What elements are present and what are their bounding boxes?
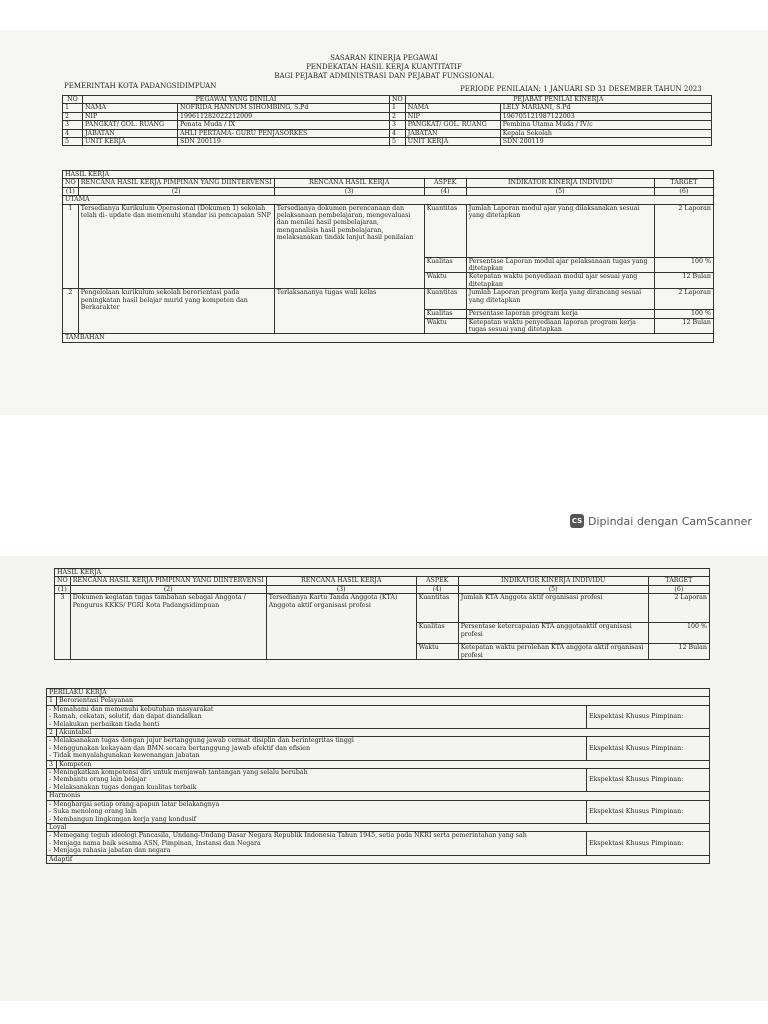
behavior-point: - Ramah, cekatan, solutif, dan dapat diandalkan — [49, 713, 202, 721]
behavior-point: - Meningkatkan kompetensi diri untuk menjawab tantangan yang selalu berubah — [49, 769, 308, 777]
col-number: (1) — [63, 187, 79, 195]
row-no: 4 — [63, 129, 83, 137]
behavior-points-row — [47, 705, 710, 728]
behavior-no: 3 — [47, 760, 57, 768]
col-header: NO — [63, 179, 79, 187]
row-no: 2 — [390, 112, 406, 120]
row-label: UNIT KERJA — [83, 138, 178, 146]
leader-expectation: Ekspektasi Khusus Pimpinan: — [587, 705, 710, 728]
item-no: 1 — [63, 204, 79, 289]
organization-name: PEMERINTAH KOTA PADANGSIDIMPUAN — [64, 82, 217, 90]
employee-position: AHLI PERTAMA- GURU PENJASORKES — [178, 129, 390, 137]
col-header: TARGET — [654, 179, 713, 187]
behavior-point: - Membantu orang lain belajar — [49, 776, 147, 784]
assessment-period: PERIODE PENILAIAN: 1 JANUARI SD 31 DESEMBER TAHUN 2023 — [460, 85, 702, 93]
row-label: NIP — [405, 112, 500, 120]
indicator: Ketepatan waktu penyediaan modul ajar sesuai yang ditetapkan — [466, 273, 654, 289]
behavior-point: - Melaksanakan tugas dengan kualitas terbaik — [49, 783, 197, 791]
col-number: (3) — [274, 187, 424, 195]
assessor-name: LELY MARIANI, S.Pd — [500, 104, 711, 112]
indicator: Ketepatan waktu perolehan KTA anggota aktif organisasi profesi — [458, 644, 648, 660]
behavior-points-row — [47, 769, 710, 792]
target: 12 Bulan — [654, 273, 713, 289]
work-plan: Tersedianya dokumen perencanaan dan pelaksanaan pembelajaran, mengevaluasi dan menilai hasil pembelajaran, menganalisis hasil pembelajaran, melaksanakan tindak lanjut hasil penilaian — [274, 204, 424, 289]
indicator: Persentase Laporan modul ajar pelaksanaan tugas yang ditetapkan — [466, 257, 654, 273]
row-label: PANGKAT/ GOL. RUANG — [83, 121, 178, 129]
col-number: (2) — [78, 187, 274, 195]
item-no: 2 — [63, 289, 79, 334]
indicator: Jumlah Laporan program kerja yang dirancang sesuai yang ditetapkan — [466, 289, 654, 310]
col-number: (2) — [70, 585, 266, 593]
indicator: Jumlah Laporan modul ajar yang dilaksanakan sesuai yang ditetapkan — [466, 204, 654, 257]
identity-row — [63, 129, 712, 137]
behavior-point: - Menjaga rahasia jabatan dan negara — [49, 847, 171, 855]
work-results-title: HASIL KERJA — [63, 171, 714, 179]
behavior-points-row — [47, 800, 710, 823]
indicator: Jumlah KTA Anggota aktif organisasi profesi — [458, 594, 648, 623]
behavior-points-row — [47, 832, 710, 855]
behavior-point: - Suka menolong orang lain — [49, 808, 137, 816]
doc-title: SASARAN KINERJA PEGAWAI — [330, 54, 438, 62]
behavior-no: 2 — [47, 729, 57, 737]
target: 12 Bulan — [654, 318, 713, 334]
aspect: Waktu — [424, 318, 466, 334]
behavior-name: Loyal — [47, 823, 710, 831]
work-results-table — [62, 170, 714, 343]
behavior-point: - Menghargai setiap orang apapun latar belakangnya — [49, 800, 220, 808]
document-titles — [0, 54, 768, 81]
behavior-name: Berorientasi Pelayanan — [57, 697, 710, 705]
leader-expectation: Ekspektasi Khusus Pimpinan: — [587, 769, 710, 792]
target: 100 % — [654, 257, 713, 273]
employee-rank: Penata Muda / IX — [178, 121, 390, 129]
work-results-title: HASIL KERJA — [55, 569, 710, 577]
col-header: ASPEK — [416, 577, 458, 585]
col-header: NO — [55, 577, 71, 585]
behavior-point: - Tidak menyalahgunakan kewenangan jabatan — [49, 752, 200, 760]
indicator: Persentase ketercapaian KTA anggotaaktif organisasi profesi — [458, 623, 648, 644]
col-header: RENCANA HASIL KERJA PIMPINAN YANG DIINTERVENSI — [78, 179, 274, 187]
leader-plan: Pengelolaan kurikulum sekolah berorientasi pada peningkatan hasil belajar murid yang kompeten dan Berkarakter — [78, 289, 274, 334]
row-no: 5 — [390, 138, 406, 146]
behavior-no: 1 — [47, 697, 57, 705]
col-number: (6) — [648, 585, 709, 593]
row-no: 1 — [390, 104, 406, 112]
employee-nip: 199611282022212009 — [178, 112, 390, 120]
col-header: RENCANA HASIL KERJA — [274, 179, 424, 187]
behavior-point: - Memahami dan memenuhi kebutuhan masyarakat — [49, 705, 214, 713]
employee-name: NOFRIDA HANNUM SIHOMBING, S.Pd — [178, 104, 390, 112]
col-number: (5) — [466, 187, 654, 195]
item-no: 3 — [55, 594, 71, 660]
col-header: RENCANA HASIL KERJA PIMPINAN YANG DIINTERVENSI — [70, 577, 266, 585]
identity-table — [62, 95, 712, 146]
employee-unit: SDN 200119 — [178, 138, 390, 146]
col-number: (3) — [266, 585, 416, 593]
col-number: (4) — [424, 187, 466, 195]
work-results-table-continued — [54, 568, 710, 660]
table-row — [55, 594, 710, 623]
no-header: NO — [63, 96, 83, 104]
row-label: JABATAN — [83, 129, 178, 137]
row-label: NIP — [83, 112, 178, 120]
section-utama: UTAMA — [63, 196, 714, 204]
camscanner-label: Dipindai dengan CamScanner — [588, 514, 752, 528]
row-label: NAMA — [83, 104, 178, 112]
behavior-row — [47, 855, 710, 863]
doc-subtitle: PENDEKATAN HASIL KERJA KUANTITATIF — [306, 63, 462, 71]
identity-row — [63, 121, 712, 129]
row-label: UNIT KERJA — [405, 138, 500, 146]
behavior-row — [47, 760, 710, 768]
col-number: (5) — [458, 585, 648, 593]
assessed-employee-header: PEGAWAI YANG DINILAI — [83, 96, 390, 104]
col-number: (1) — [55, 585, 71, 593]
behavior-point: - Memegang teguh ideologi Pancasila, Undang-Undang Dasar Negara Republik Indonesia Tahun 1945, setia pada NKRI serta pemerintahan yang sah — [49, 832, 527, 840]
row-no: 2 — [63, 112, 83, 120]
doc-subtitle-2: BAGI PEJABAT ADMINISTRASI DAN PEJABAT FUNGSIONAL — [274, 72, 494, 80]
work-plan: Tersedianya Kartu Tanda Anggota (KTA) Anggota aktif organisasi profesi — [266, 594, 416, 660]
row-no: 4 — [390, 129, 406, 137]
col-header: TARGET — [648, 577, 709, 585]
col-number: (6) — [654, 187, 713, 195]
section-tambahan: TAMBAHAN — [63, 334, 714, 342]
col-header: INDIKATOR KINERJA INDIVIDU — [466, 179, 654, 187]
behavior-row — [47, 697, 710, 705]
row-label: NAMA — [405, 104, 500, 112]
behavior-point: - Melaksanakan tugas dengan jujur bertanggung jawab cermat disiplin dan berintegritas tinggi — [49, 737, 354, 745]
assessor-nip: 196705121987122003 — [500, 112, 711, 120]
target: 100 % — [654, 310, 713, 318]
assessor-position: Kepala Sekolah — [500, 129, 711, 137]
target: 100 % — [648, 623, 709, 644]
leader-expectation: Ekspektasi Khusus Pimpinan: — [587, 832, 710, 855]
row-label: PANGKAT/ GOL. RUANG — [405, 121, 500, 129]
target: 2 Laporan — [654, 289, 713, 310]
behavior-row — [47, 729, 710, 737]
assessor-header: PEJABAT PENILAI KINERJA — [405, 96, 711, 104]
aspect: Kuantitas — [424, 289, 466, 310]
behavior-name: Kompeten — [57, 760, 710, 768]
identity-row — [63, 138, 712, 146]
behavior-row — [47, 792, 710, 800]
behavior-point: - Melakukan perbaikan tiada henti — [49, 720, 160, 728]
behavior-row — [47, 823, 710, 831]
work-plan: Terlaksananya tugas wali kelas — [274, 289, 424, 334]
col-number: (4) — [416, 585, 458, 593]
indicator: Ketepatan waktu penyediaan laporan program kerja tugas sesuai yang ditetapkan — [466, 318, 654, 334]
aspect: Waktu — [424, 273, 466, 289]
row-no: 3 — [63, 121, 83, 129]
table-row — [63, 289, 714, 310]
camscanner-icon: CS — [570, 514, 584, 528]
behavior-point: - Menjaga nama baik sesama ASN, Pimpinan, Instansi dan Negara — [49, 839, 261, 847]
behavior-point: - Menggunakan kekayaan dan BMN secara bertanggung jawab efektif dan efisien — [49, 744, 311, 752]
camscanner-watermark — [570, 514, 752, 528]
behavior-name: Akuntabel — [57, 729, 710, 737]
behavior-points-row — [47, 737, 710, 760]
behavior-name: Harmonis — [47, 792, 710, 800]
row-label: JABATAN — [405, 129, 500, 137]
aspect: Kualitas — [424, 257, 466, 273]
identity-row — [63, 112, 712, 120]
scan-page-2 — [0, 556, 768, 1001]
behavior-point: - Membangun lingkungan kerja yang kondusif — [49, 815, 197, 823]
target: 2 Laporan — [648, 594, 709, 623]
aspect: Waktu — [416, 644, 458, 660]
leader-plan: Tersedianya Kurikulum Operasional (Dokumen 1) sekolah telah di- update dan memenuhi standar isi pencapaian SNP — [78, 204, 274, 289]
leader-plan: Dokumen kegiatan tugas tambahan sebagai Anggota / Pengurus KKKS/ PGRI Kota Padangsidimpuan — [70, 594, 266, 660]
aspect: Kualitas — [416, 623, 458, 644]
indicator: Persentase laporan program kerja — [466, 310, 654, 318]
row-no: 3 — [390, 121, 406, 129]
work-behavior-table — [46, 688, 710, 864]
target: 2 Laporan — [654, 204, 713, 257]
scan-page-1 — [0, 30, 768, 415]
table-row — [63, 204, 714, 257]
aspect: Kualitas — [424, 310, 466, 318]
aspect: Kuantitas — [416, 594, 458, 623]
identity-row — [63, 104, 712, 112]
row-no: 5 — [63, 138, 83, 146]
behavior-name: Adaptif — [47, 855, 710, 863]
assessor-unit: SDN 200119 — [500, 138, 711, 146]
col-header: RENCANA HASIL KERJA — [266, 577, 416, 585]
col-header: ASPEK — [424, 179, 466, 187]
assessor-rank: Pembina Utama Muda / IV/c — [500, 121, 711, 129]
row-no: 1 — [63, 104, 83, 112]
aspect: Kuantitas — [424, 204, 466, 257]
col-header: INDIKATOR KINERJA INDIVIDU — [458, 577, 648, 585]
target: 12 Bulan — [648, 644, 709, 660]
no-header-right: NO — [390, 96, 406, 104]
leader-expectation: Ekspektasi Khusus Pimpinan: — [587, 737, 710, 760]
leader-expectation: Ekspektasi Khusus Pimpinan: — [587, 800, 710, 823]
work-behavior-title: PERILAKU KERJA — [47, 689, 710, 697]
